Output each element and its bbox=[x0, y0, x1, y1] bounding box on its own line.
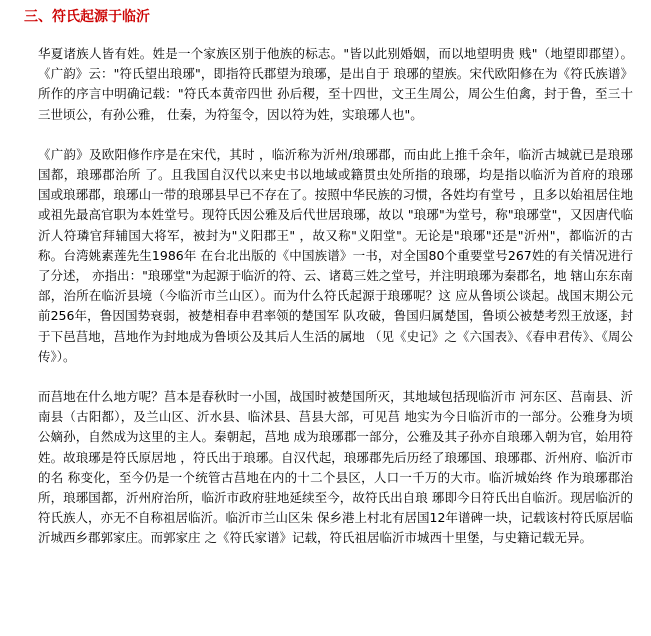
article-page bbox=[0, 6, 651, 636]
paragraph-surname-origin: 华夏诸族人皆有姓。姓是一个家族区别于他族的标志。"皆以此别婚姻，而以地望明贵 贱"（地望即郡望）。《广韵》云："符氏望出琅琊"，即指符氏郡望为琅琊，是出自于 琅琊的望族。宋代欧阳修在为《符氏族谱》所作的序言中明确记载："符氏本黄帝四世 孙后稷，至十四世，文王生周公，周公生伯禽，封于鲁，至三十三世顷公，有孙公雅， 仕秦，为符玺令，因以符为姓，实琅琊人也"。 bbox=[38, 46, 633, 122]
section-heading: 三、符氏起源于临沂 bbox=[24, 9, 150, 25]
paragraph-ju-territory: 而莒地在什么地方呢？莒本是春秋时一小国，战国时被楚国所灭，其地域包括现临沂市 河东区、莒南县、沂南县（古阳都），及兰山区、沂水县、临沭县、莒县大部，可见莒 地实为今日临沂市的一部分。公雅身为顷公嫡孙，自然成为这里的主人。秦朝起，莒地 成为琅琊郡一部分，公雅及其子孙亦自琅琊入朝为官，始用符姓。故琅琊是符氏原居地 ，符氏出于琅琊。自汉代起，琅琊郡先后历经了琅琊国、琅琊郡、沂州府、临沂市的名 称变化，至今仍是一个统管古莒地在内的十二个县区，人口一千万的大市。临沂城始终 作为琅琊郡治所，琅琊国都，沂州府治所，临沂市政府驻地延续至今，故符氏出自琅 琊即今日符氏出自临沂。现居临沂的符氏族人，亦无不自称祖居临沂。临沂市兰山区朱 保乡港上村北有居国12年谱碑一块，记载该村符氏原居临沂城西乡郡郭家庄。而郭家庄 之《符氏家谱》记载，符氏祖居临沂市城西十里堡，与史籍记载无异。 bbox=[38, 389, 633, 546]
paragraph-langya-hall: 《广韵》及欧阳修作序是在宋代，其时 ，临沂称为沂州/琅琊郡，而由此上推千余年，临沂古城就已是琅琊国都，琅琊郡治所 了。且我国自汉代以来史书以地域或籍贯虫处所指的琅琊，均是指以临沂为首府的琅琊 国或琅琊郡，琅琊山一带的琅琊县早已不存在了。按照中华民族的习惯，各姓均有堂号 ，且多以始祖居住地或祖先最高官职为本姓堂号。现符氏因公雅及后代世居琅琊，故以 "琅琊"为堂号，称"琅琊堂"，又因唐代临沂人符璘官拜辅国大将军，被封为"义阳郡王" ，故又称"义阳堂"。无论是"琅琊"还是"沂州"，都临沂的古称。台湾姚素莲先生1986年 在台北出版的《中国族谱》一书，对全国80个重要堂号267姓的有关情况进行了分述， 亦指出："琅琊堂"为起源于临沂的符、云、诸葛三姓之堂号，并注明琅琊为秦郡名，地 辖山东东南部，治所在临沂县境（今临沂市兰山区）。而为什么符氏起源于琅琊呢？这 应从鲁顷公谈起。战国末期公元前256年，鲁因国势衰弱，被楚相春申君率领的楚国军 队攻破，鲁国归属楚国，鲁顷公被楚考烈王放逐，封于下邑莒地，莒地作为封地成为鲁顷公及其后人生活的属地 （见《史记》之《六国表》、《春申君传》、《周公传》）。 bbox=[38, 146, 633, 364]
